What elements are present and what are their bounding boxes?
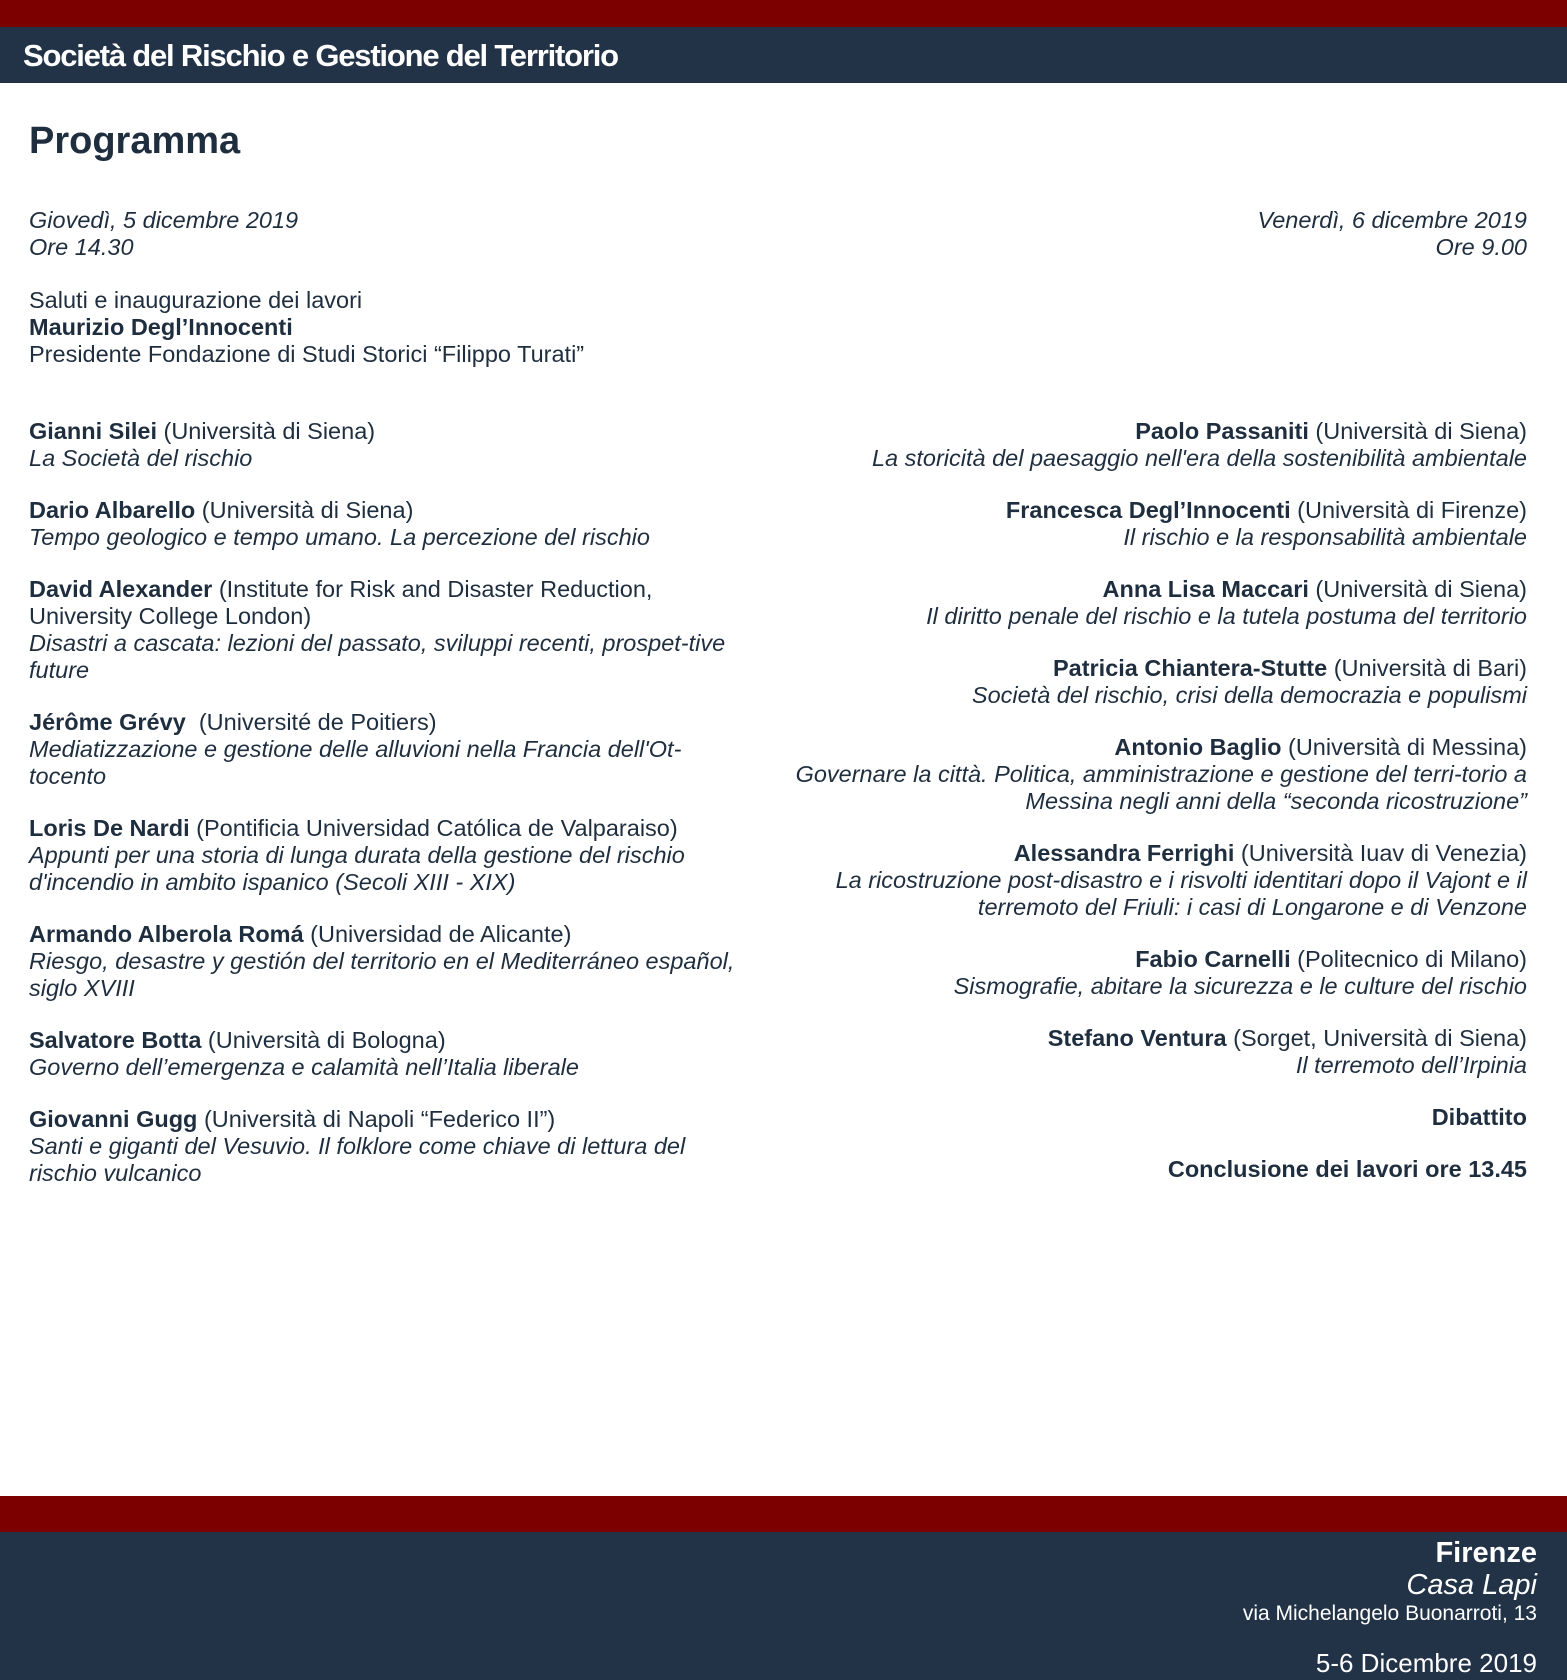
speaker-name: Stefano Ventura xyxy=(1047,1025,1227,1051)
speaker-affiliation: (Università di Firenze) xyxy=(1290,497,1527,523)
talk-title: La storicità del paesaggio nell'era della sostenibilità ambientale xyxy=(871,445,1527,471)
speaker-name: Gianni Silei xyxy=(29,418,157,444)
talk-item xyxy=(29,497,749,551)
talk-title: Il diritto penale del rischio e la tutela postuma del territorio xyxy=(926,603,1527,629)
speaker-affiliation: (Università Iuav di Venezia) xyxy=(1234,840,1527,866)
talk-item xyxy=(767,655,1527,709)
talk-item xyxy=(767,946,1527,1000)
talk-title: Mediatizzazione e gestione delle alluvioni nella Francia dell'Ot-tocento xyxy=(29,736,682,789)
speaker-name: Armando Alberola Romá xyxy=(29,921,304,947)
speaker-affiliation: (Università di Messina) xyxy=(1281,734,1527,760)
footer-city: Firenze xyxy=(1435,1537,1537,1569)
day1-date: Giovedì, 5 dicembre 2019 xyxy=(29,207,299,233)
footer-venue: Casa Lapi xyxy=(1406,1569,1537,1601)
talk-item xyxy=(29,815,749,896)
speaker-affiliation: (Università di Napoli “Federico II”) xyxy=(197,1106,556,1132)
day2-date: Venerdì, 6 dicembre 2019 xyxy=(1257,207,1527,233)
speaker-name: Francesca Degl’Innocenti xyxy=(1005,497,1291,523)
talk-item xyxy=(29,418,749,472)
speaker-affiliation: (Università di Bologna) xyxy=(201,1027,446,1053)
talk-title: Il rischio e la responsabilità ambientale xyxy=(1123,524,1527,550)
talk-item xyxy=(767,840,1527,921)
speaker-affiliation: (Università di Siena) xyxy=(195,497,414,523)
talk-item xyxy=(29,1027,749,1081)
speaker-name: Paolo Passaniti xyxy=(1135,418,1309,444)
talk-title: Società del rischio, crisi della democrazia e populismi xyxy=(971,682,1527,708)
speaker-name: Patricia Chiantera-Stutte xyxy=(1052,655,1328,681)
speaker-affiliation: (Politecnico di Milano) xyxy=(1290,946,1527,972)
talk-item xyxy=(29,709,749,790)
speaker-affiliation: (Université de Poitiers) xyxy=(185,709,437,735)
day2-program xyxy=(767,418,1527,1208)
speaker-name: Giovanni Gugg xyxy=(29,1106,198,1132)
talk-title: Disastri a cascata: lezioni del passato, sviluppi recenti, prospet-tive future xyxy=(29,630,726,683)
talk-item xyxy=(29,576,749,684)
talk-title: La ricostruzione post-disastro e i risvolti identitari dopo il Vajont e il terremoto del Friuli: i casi di Longarone e di Venzone xyxy=(835,867,1527,920)
speaker-name: Alessandra Ferrighi xyxy=(1013,840,1235,866)
talk-title: Tempo geologico e tempo umano. La percezione del rischio xyxy=(29,524,650,550)
speaker-affiliation: (Universidad de Alicante) xyxy=(303,921,572,947)
speaker-name: Dario Albarello xyxy=(29,497,196,523)
speaker-name: Antonio Baglio xyxy=(1114,734,1282,760)
welcome-line: Saluti e inaugurazione dei lavori xyxy=(29,287,363,313)
day2-heading xyxy=(1257,207,1527,261)
speaker-affiliation: (Università di Siena) xyxy=(1308,418,1527,444)
speaker-affiliation: (Pontificia Universidad Católica de Valparaiso) xyxy=(189,815,678,841)
footer-dates: 5-6 Dicembre 2019 xyxy=(1315,1648,1537,1678)
page-title: Programma xyxy=(29,120,241,162)
speaker-affiliation: (Università di Siena) xyxy=(156,418,376,444)
talk-item xyxy=(29,921,749,1002)
footer-accent-bar xyxy=(0,1496,1567,1532)
talk-title: Governo dell’emergenza e calamità nell’Italia liberale xyxy=(29,1054,579,1080)
welcome-role: Presidente Fondazione di Studi Storici “Filippo Turati” xyxy=(29,341,585,367)
speaker-affiliation: (Università di Siena) xyxy=(1308,576,1527,602)
speaker-affiliation: (Sorget, Università di Siena) xyxy=(1226,1025,1527,1051)
speaker-name: David Alexander xyxy=(29,576,213,602)
speaker-name: Fabio Carnelli xyxy=(1135,946,1291,972)
day1-program xyxy=(29,418,749,1212)
speaker-name: Jérôme Grévy xyxy=(29,709,186,735)
top-accent-bar xyxy=(0,0,1567,27)
talk-title: Sismografie, abitare la sicurezza e le culture del rischio xyxy=(953,973,1527,999)
talk-title: Santi e giganti del Vesuvio. Il folklore come chiave di lettura del rischio vulcanico xyxy=(29,1133,686,1186)
day1-heading xyxy=(29,207,298,261)
speaker-affiliation: (Università di Bari) xyxy=(1327,655,1527,681)
talk-item xyxy=(767,734,1527,815)
footer-address: via Michelangelo Buonarroti, 13 xyxy=(1242,1602,1537,1625)
talk-item xyxy=(29,1106,749,1187)
welcome-speaker: Maurizio Degl’Innocenti xyxy=(29,314,293,340)
speaker-affiliation: (Institute for Risk and Disaster Reduction, University College London) xyxy=(29,576,653,629)
speaker-name: Salvatore Botta xyxy=(29,1027,202,1053)
talk-item xyxy=(767,418,1527,472)
conclusion-label: Conclusione dei lavori ore 13.45 xyxy=(1167,1156,1527,1182)
talk-item xyxy=(767,497,1527,551)
talk-title: Appunti per una storia di lunga durata della gestione del rischio d'incendio in ambito ispanico (Secoli XIII - XIX) xyxy=(29,842,685,895)
talk-title: La Società del rischio xyxy=(29,445,253,471)
day2-time: Ore 9.00 xyxy=(1435,234,1527,260)
talk-title: Riesgo, desastre y gestión del territorio en el Mediterráneo español, siglo XVIII xyxy=(29,948,735,1001)
talk-item xyxy=(767,1025,1527,1079)
header-title: Società del Rischio e Gestione del Territorio xyxy=(23,38,618,73)
speaker-name: Loris De Nardi xyxy=(29,815,190,841)
talk-item xyxy=(767,576,1527,630)
talk-title: Il terremoto dell’Irpinia xyxy=(1295,1052,1527,1078)
day1-time: Ore 14.30 xyxy=(29,234,134,260)
debate-label: Dibattito xyxy=(1431,1104,1527,1130)
talk-title: Governare la città. Politica, amministrazione e gestione del terri-torio a Messina negli anni della “seconda ricostruzione” xyxy=(795,761,1527,814)
speaker-name: Anna Lisa Maccari xyxy=(1102,576,1309,602)
welcome-block xyxy=(29,287,584,368)
